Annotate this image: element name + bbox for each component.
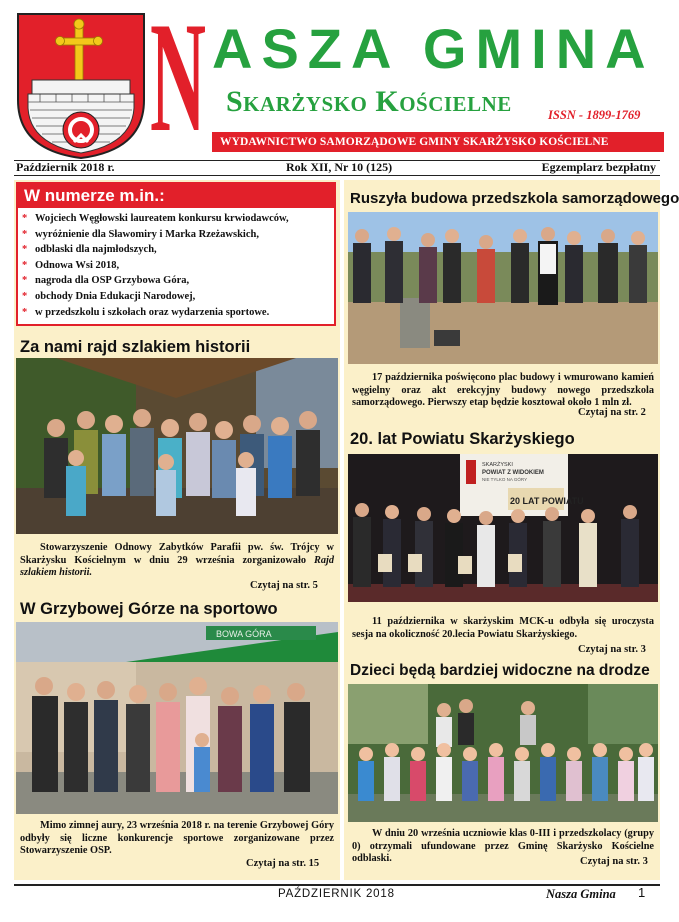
asterisk-icon: * [22,228,28,240]
caption-powiat: 11 października w skarżyskim MCK-u odbyła się uroczysta sesja na okoliczność 20.lecia Powiatu Skarżyskiego. [352,616,654,640]
issue-price: Egzemplarz bezpłatny [541,160,656,174]
photo-powiat-stage [348,454,658,602]
photo-rajd-group [16,358,338,534]
screen-line3: NIE TYLKO NA GÓRY [482,477,528,482]
footer-title: Nasza Gmina [546,887,616,901]
screen-badge: 20 LAT POWIATU [510,496,584,506]
page-number: 1 [638,885,646,900]
asterisk-icon: * [22,290,28,302]
caption-dzieci: W dniu 20 września uczniowie klas 0-III i przedszkolacy (grupy 0) otrzymali ufundowane przez Gminę Skarżysko Kościelne odblaski. [352,828,654,864]
readmore-grzybowa[interactable]: Czytaj na str. 15 [246,858,320,869]
toc-item: * Wojciech Węgłowski laureatem konkursu krwiodawców, [22,211,332,227]
asterisk-icon: * [22,275,28,287]
toc-item: * wyróżnienie dla Sławomiry i Marka Rzeżawskich, [22,227,332,243]
masthead-big-n [150,0,206,165]
publisher-bar: WYDAWNICTWO SAMORZĄDOWE GMINY SKARŻYSKO KOŚCIELNE [212,132,664,152]
toc-item: * odblaski dla najmłodszych, [22,242,332,258]
masthead-big-n-text: N [150,0,206,165]
caption-rajd-italic: Rajd szlakiem historii. [20,554,334,578]
headline-grzybowa: W Grzybowej Górze na sportowo [20,600,278,618]
screen-line1: SKARŻYSKI [482,462,513,468]
masthead-subtitle: Skarżysko Kościelne [226,85,512,118]
readmore-powiat[interactable]: Czytaj na str. 3 [578,644,646,655]
headline-rajd: Za nami rajd szlakiem historii [20,338,251,356]
footer-rule [14,884,660,886]
toc-item: * w przedszkolu i szkołach oraz wydarzenia sportowe. [22,305,332,321]
caption-przedszkole: 17 października poświęcono plac budowy i wmurowano kamień węgielny oraz akt erekcyjny budowy nowego przedszkola samorządowego. Pierwszy etap będzie kosztował około 1 mln zł. [352,372,654,408]
screen-line2: POWIAT Z WIDOKIEM [482,470,544,476]
photo-dzieci-group [348,684,658,822]
photo-sign-text: BOWA GÓRA [216,629,272,639]
toc-item: * Odnowa Wsi 2018, [22,258,332,274]
caption-rajd-text: Stowarzyszenie Odnowy Zabytków Parafii pw. św. Trójcy w Skarżysku Kościelnym w dniu 29 września zorganizowało [20,542,334,566]
readmore-dzieci[interactable]: Czytaj na str. 3 [580,856,648,867]
toc-list [22,211,332,323]
footer-month: PAŹDZIERNIK 2018 [278,888,395,900]
asterisk-icon: * [22,259,28,271]
masthead-title: ASZA GMINA [212,17,655,80]
caption-grzybowa: Mimo zimnej aury, 23 września 2018 r. na terenie Grzybowej Góry odbyły się liczne konkurencje sportowe zorganizowane przez Stowarzyszenie OSP. [20,820,334,856]
asterisk-icon: * [22,306,28,318]
headline-powiat: 20. lat Powiatu Skarżyskiego [350,430,575,448]
issue-date: Październik 2018 r. [16,160,115,174]
issue-info-strip [14,160,660,176]
asterisk-icon: * [22,213,28,224]
asterisk-icon: * [22,244,28,256]
headline-dzieci: Dzieci będą bardziej widoczne na drodze [350,662,650,679]
caption-rajd [20,542,334,580]
toc-title: W numerze m.in.: [18,184,334,208]
photo-przedszkole [348,212,658,364]
photo-grzybowa-group [16,622,338,814]
issn-label: ISSN - 1899-1769 [548,108,641,122]
coat-of-arms [14,10,148,160]
toc-item: * obchody Dnia Edukacji Narodowej, [22,289,332,305]
readmore-przedszkole[interactable]: Czytaj na str. 2 [578,407,646,418]
headline-przedszkole: Ruszyła budowa przedszkola samorządowego [350,190,679,207]
toc-item: * nagroda dla OSP Grzybowa Góra, [22,273,332,289]
readmore-rajd[interactable]: Czytaj na str. 5 [250,580,318,591]
issue-number: Rok XII, Nr 10 (125) [286,160,393,174]
